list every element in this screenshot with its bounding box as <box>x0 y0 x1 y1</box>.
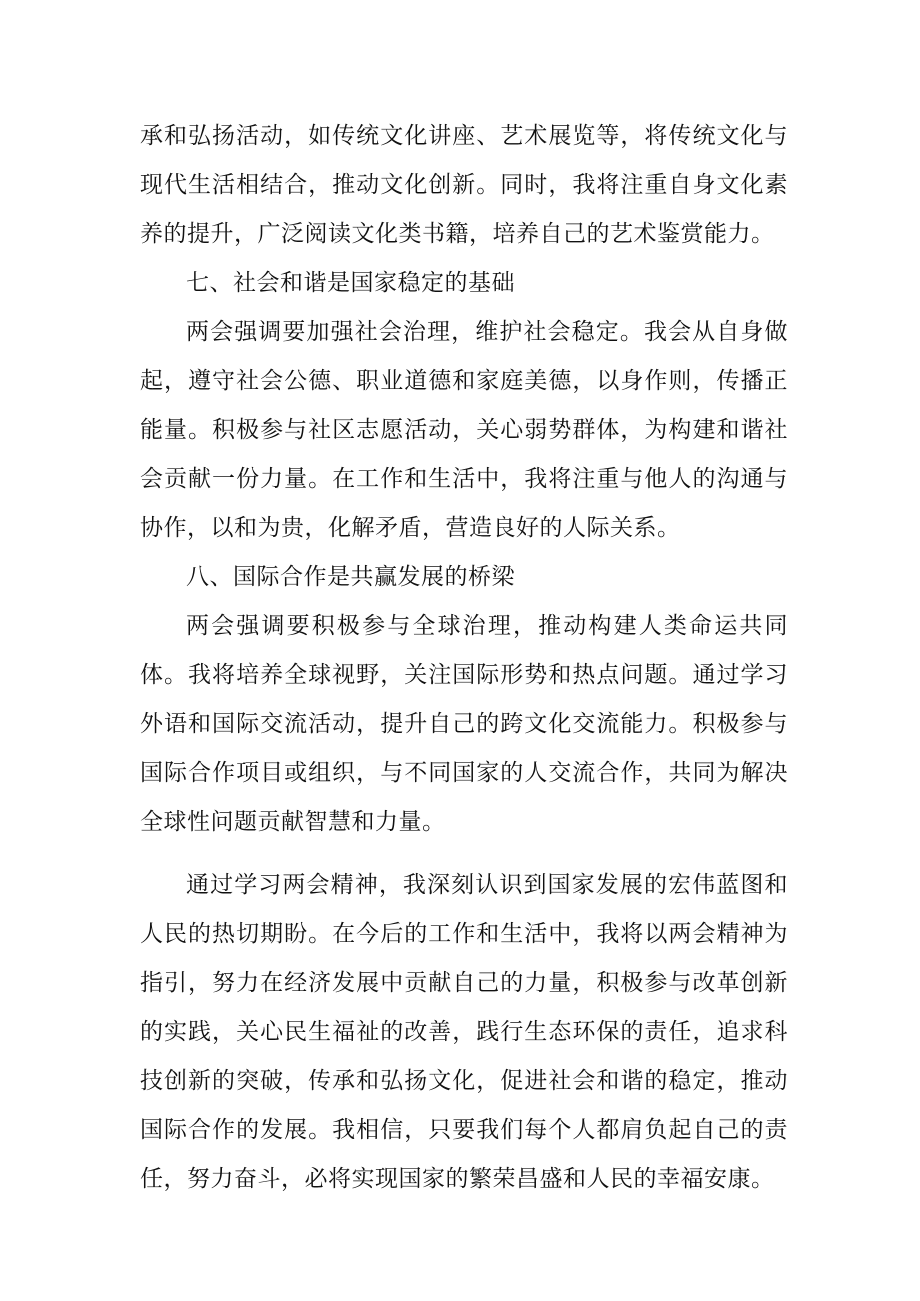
section-heading-seven: 七、社会和谐是国家稳定的基础 <box>186 270 515 296</box>
document-body <box>140 112 788 1204</box>
paragraph-spacer <box>140 847 788 861</box>
paragraph-international-cooperation: 两会强调要积极参与全球治理，推动构建人类命运共同体。我将培养全球视野，关注国际形势和热点问题。通过学习外语和国际交流活动，提升自己的跨文化交流能力。积极参与国际合作项目或组织，与不同国家的人交流合作，共同为解决全球性问题贡献智慧和力量。 <box>140 613 788 835</box>
paragraph-conclusion: 通过学习两会精神，我深刻认识到国家发展的宏伟蓝图和人民的热切期盼。在今后的工作和生活中，我将以两会精神为指引，努力在经济发展中贡献自己的力量，积极参与改革创新的实践，关心民生福祉的改善，践行生态环保的责任，追求科技创新的突破，传承和弘扬文化，促进社会和谐的稳定，推动国际合作的发展。我相信，只要我们每个人都肩负起自己的责任，努力奋斗，必将实现国家的繁荣昌盛和人民的幸福安康。 <box>140 872 788 1192</box>
section-heading-eight: 八、国际合作是共赢发展的桥梁 <box>186 564 515 590</box>
paragraph-social-harmony: 两会强调要加强社会治理，维护社会稳定。我会从自身做起，遵守社会公德、职业道德和家庭美德，以身作则，传播正能量。积极参与社区志愿活动，关心弱势群体，为构建和谐社会贡献一份力量。在工作和生活中，我将注重与他人的沟通与协作，以和为贵，化解矛盾，营造良好的人际关系。 <box>140 319 788 541</box>
paragraph-culture-continued: 承和弘扬活动，如传统文化讲座、艺术展览等，将传统文化与现代生活相结合，推动文化创新。同时，我将注重自身文化素养的提升，广泛阅读文化类书籍，培养自己的艺术鉴赏能力。 <box>140 123 788 247</box>
